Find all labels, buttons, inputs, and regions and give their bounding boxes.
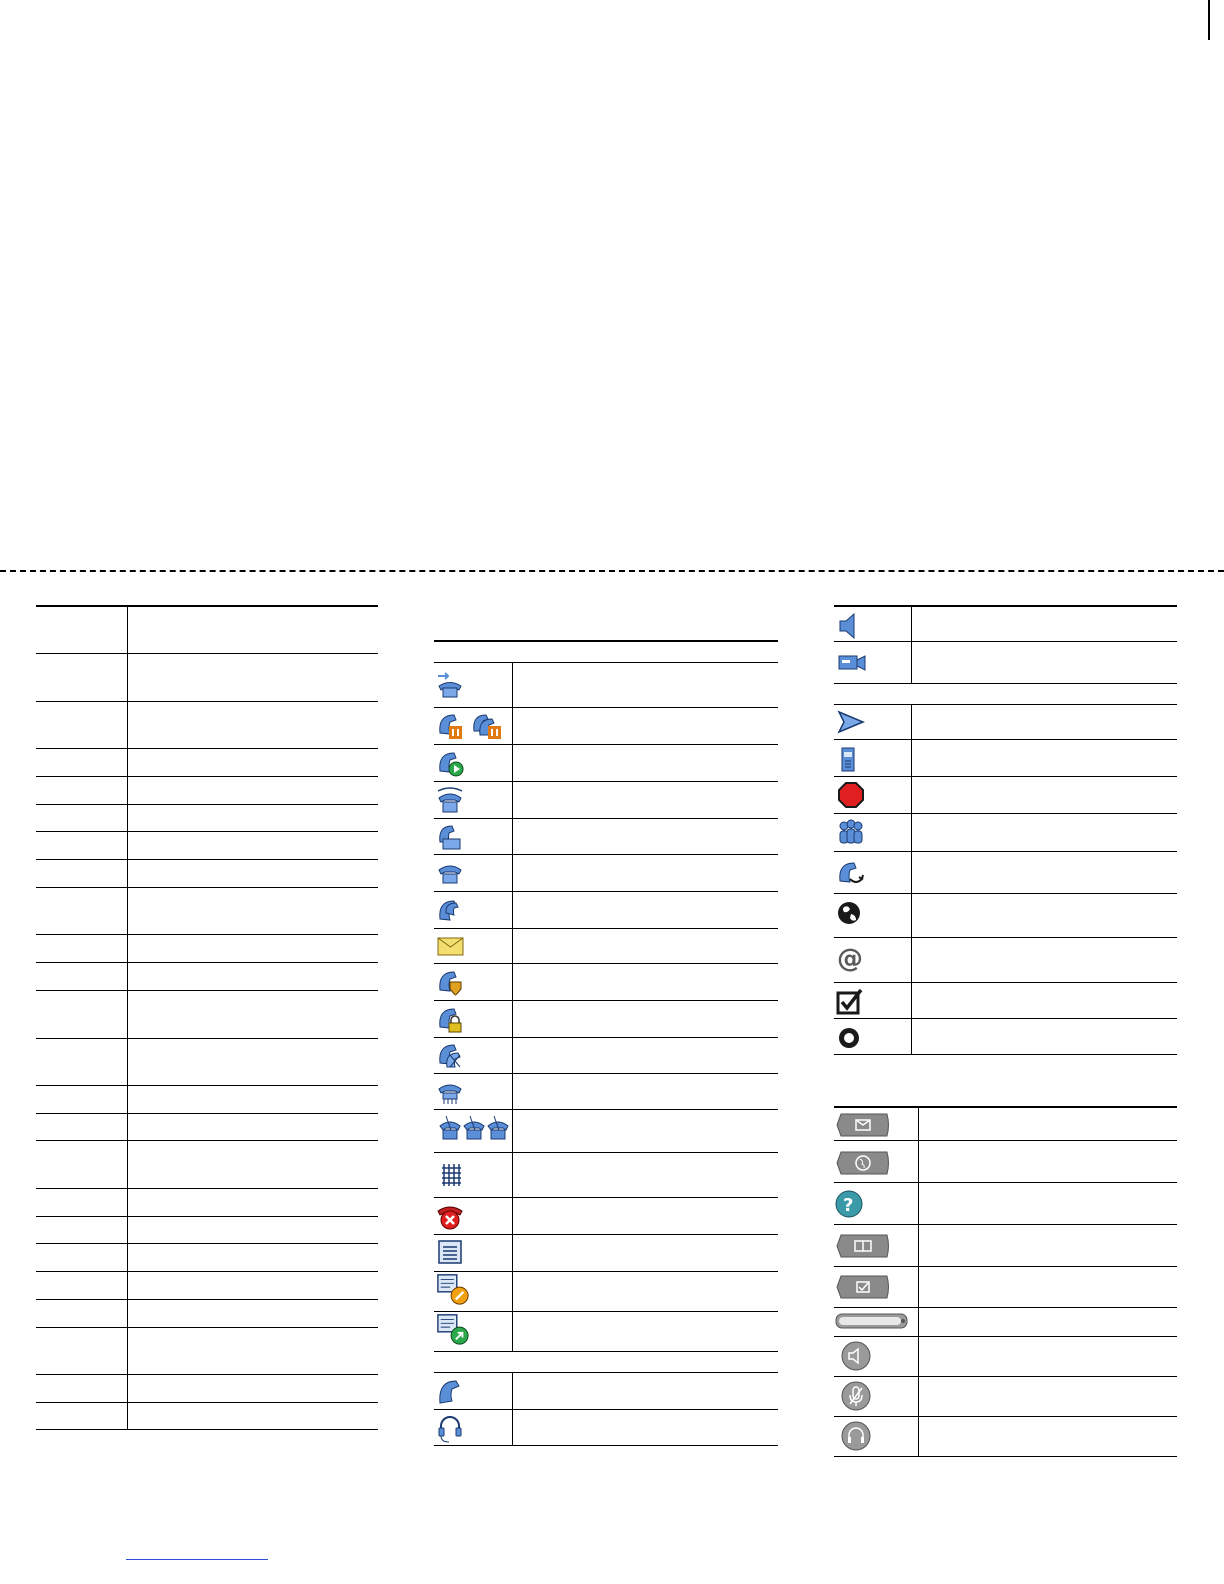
table-rule: [434, 963, 778, 964]
table-rule: [36, 1429, 378, 1430]
column-divider: [918, 1107, 919, 1457]
table-rule: [36, 831, 378, 832]
call-blocked-icon: [436, 1202, 470, 1232]
table-rule: [36, 748, 378, 749]
table-rule: [834, 1336, 1177, 1337]
cut-line: [0, 570, 1224, 572]
directory-update-icon: [436, 1314, 470, 1344]
column-divider: [512, 662, 513, 1352]
shared-line-icon: [436, 895, 470, 925]
table-rule: [36, 859, 378, 860]
incoming-call-icon: [436, 786, 470, 816]
table-rule: [434, 1037, 778, 1038]
table-rule: [834, 1140, 1177, 1141]
table-rule: [834, 1224, 1177, 1225]
services-button-icon: [835, 1148, 891, 1178]
table-rule: [834, 1266, 1177, 1267]
table-rule: [36, 804, 378, 805]
shared-line-in-use-icon: [436, 1041, 470, 1071]
call-hold-icon: [436, 711, 506, 741]
table-rule: [434, 1311, 778, 1312]
table-rule: [434, 1152, 778, 1153]
table-rule: [834, 1054, 1177, 1055]
table-rule: [36, 605, 378, 607]
message-waiting-icon: [436, 932, 470, 962]
table-rule: [434, 818, 778, 819]
table-rule: [36, 1402, 378, 1403]
table-rule: [434, 1445, 778, 1446]
table-rule: [834, 1106, 1177, 1108]
table-rule: [36, 701, 378, 702]
table-rule: [434, 1372, 778, 1373]
table-rule: [834, 813, 1177, 814]
table-rule: [834, 1182, 1177, 1183]
table-rule: [434, 781, 778, 782]
multiple-calls-icon: [438, 1114, 512, 1144]
table-rule: [834, 605, 1177, 607]
svg-text:@: @: [837, 944, 863, 974]
table-rule: [434, 1073, 778, 1074]
table-rule: [36, 990, 378, 991]
directory-list-icon: [436, 1238, 470, 1268]
headset-icon: [436, 1413, 470, 1443]
table-rule: [434, 1000, 778, 1001]
call-back-icon: [836, 857, 870, 887]
table-rule: [434, 1271, 778, 1272]
table-rule: [434, 640, 778, 642]
encrypted-call-icon: [436, 1005, 470, 1035]
column-divider: [911, 704, 912, 1054]
messages-button-icon: [835, 1110, 891, 1140]
column-divider: [911, 606, 912, 684]
table-rule: [834, 1307, 1177, 1308]
table-rule: [834, 893, 1177, 894]
mute-button-icon: [840, 1381, 874, 1411]
headset-button-icon: [840, 1421, 874, 1451]
table-rule: [36, 1038, 378, 1039]
table-rule: [434, 1109, 778, 1110]
table-rule: [434, 707, 778, 708]
stop-icon: [836, 781, 870, 811]
table-rule: [434, 854, 778, 855]
table-rule: [834, 1018, 1177, 1019]
table-rule: [834, 851, 1177, 852]
idle-phone-icon: [436, 1077, 470, 1107]
table-rule: [834, 739, 1177, 740]
help-button-icon: [835, 1189, 869, 1219]
table-rule: [36, 1327, 378, 1328]
settings-button-icon: [835, 1272, 891, 1302]
checkbox-checked-icon: [836, 987, 870, 1017]
table-rule: [434, 1197, 778, 1198]
call-resume-icon: [436, 749, 470, 779]
radio-selected-icon: [836, 1023, 870, 1053]
selected-arrow-icon: [836, 708, 870, 738]
table-rule: [36, 934, 378, 935]
svg-text:?: ?: [843, 1195, 854, 1216]
table-rule: [834, 683, 1177, 684]
table-rule: [834, 1456, 1177, 1457]
handset-icon: [436, 1377, 470, 1407]
keypad-icon: [438, 1160, 472, 1190]
table-rule: [434, 928, 778, 929]
table-rule: [834, 1416, 1177, 1417]
table-rule: [36, 887, 378, 888]
table-rule: [834, 776, 1177, 777]
link-underline: [126, 1559, 268, 1560]
fold-mark: [1208, 0, 1210, 40]
table-rule: [36, 1085, 378, 1086]
directories-button-icon: [835, 1231, 891, 1261]
table-rule: [36, 1140, 378, 1141]
speaker-icon: [836, 611, 870, 641]
table-rule: [434, 1409, 778, 1410]
table-rule: [36, 1374, 378, 1375]
off-hook-icon: [436, 822, 470, 852]
table-rule: [36, 1299, 378, 1300]
table-rule: [434, 744, 778, 745]
table-rule: [834, 1376, 1177, 1377]
table-rule: [36, 1243, 378, 1244]
table-rule: [834, 982, 1177, 983]
volume-bar-icon: [835, 1310, 909, 1332]
table-rule: [36, 1271, 378, 1272]
conference-icon: [836, 818, 870, 848]
table-rule: [834, 937, 1177, 938]
table-rule: [36, 1216, 378, 1217]
table-rule: [36, 1188, 378, 1189]
table-rule: [36, 962, 378, 963]
table-rule: [434, 1351, 778, 1352]
email-at-icon: [836, 944, 870, 974]
on-hook-icon: [436, 858, 470, 888]
table-rule: [36, 1113, 378, 1114]
call-forward-icon: [436, 670, 470, 700]
table-rule: [834, 641, 1177, 642]
speaker-button-icon: [840, 1341, 874, 1371]
globe-icon: [836, 899, 870, 929]
table-rule: [434, 662, 778, 663]
table-rule: [36, 653, 378, 654]
table-rule: [36, 776, 378, 777]
mobile-phone-icon: [836, 744, 870, 774]
table-rule: [834, 704, 1177, 705]
pending-directory-icon: [436, 1274, 470, 1304]
column-divider: [127, 606, 128, 1430]
authenticated-call-icon: [436, 968, 470, 998]
video-icon: [836, 648, 870, 678]
table-rule: [434, 1234, 778, 1235]
table-rule: [434, 891, 778, 892]
